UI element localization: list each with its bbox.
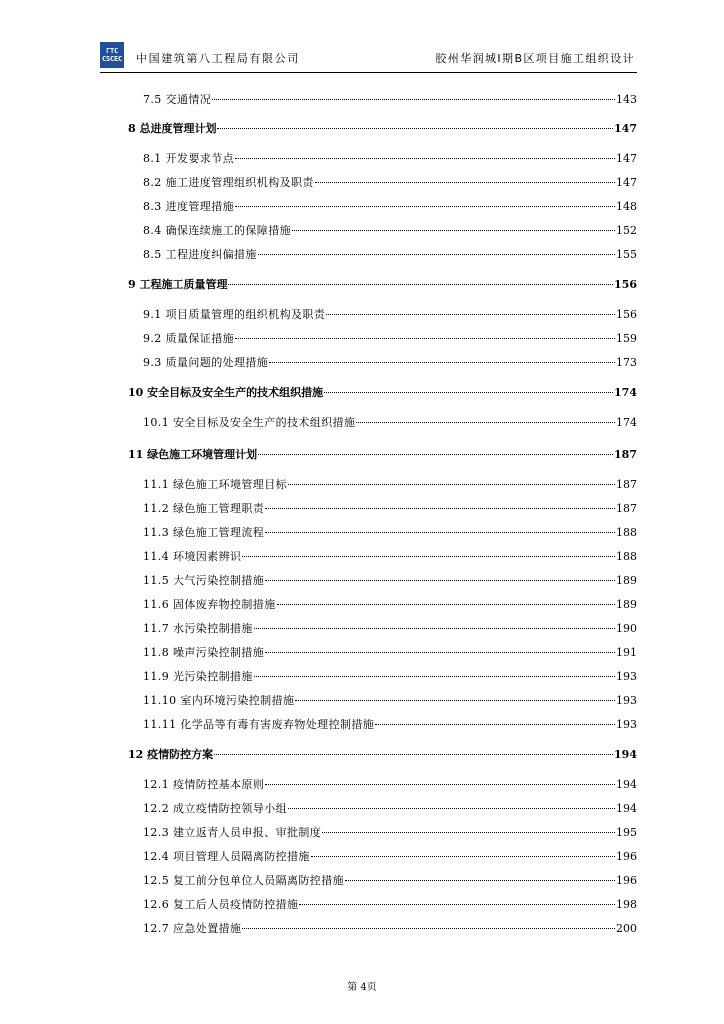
toc-entry-label: 12.6 复工后人员疫情防控措施 [143,898,299,911]
toc-entry-label: 11.1 绿色施工环境管理目标 [143,478,287,491]
toc-dot-leader [288,484,615,485]
toc-dot-leader [254,676,615,677]
toc-dot-leader [299,904,615,905]
toc-subsection-entry[interactable] [143,150,637,166]
toc-entry-label: 11.9 光污染控制措施 [143,670,253,683]
toc-entry-page: 193 [616,694,637,707]
toc-entry-label: 12 疫情防控方案 [128,748,214,761]
toc-dot-leader [235,206,615,207]
toc-entry-page: 155 [616,248,637,261]
toc-subsection-entry[interactable] [143,548,637,564]
toc-subsection-entry[interactable] [143,692,637,708]
toc-entry-page: 191 [616,646,637,659]
toc-entry-label: 11.3 绿色施工管理流程 [143,526,265,539]
toc-section-entry[interactable] [128,276,637,292]
toc-entry-label: 11.2 绿色施工管理职责 [143,502,265,515]
toc-entry-page: 189 [616,598,637,611]
toc-subsection-entry[interactable] [143,354,637,370]
toc-dot-leader [375,724,615,725]
toc-entry-label: 11.10 室内环境污染控制措施 [143,694,295,707]
toc-subsection-entry[interactable] [143,222,637,238]
toc-entry-page: 156 [616,308,637,321]
toc-subsection-entry[interactable] [143,174,637,190]
page-number: 第 4页 [347,982,377,993]
toc-subsection-entry[interactable] [143,920,637,936]
toc-subsection-entry[interactable] [143,476,637,492]
toc-subsection-entry[interactable] [143,800,637,816]
toc-entry-page: 194 [616,802,637,815]
toc-entry-label: 8.5 工程进度纠偏措施 [143,248,257,261]
toc-section-entry[interactable] [128,746,637,762]
toc-dot-leader [228,284,613,285]
toc-subsection-entry[interactable] [143,91,637,107]
toc-dot-leader [235,338,615,339]
toc-subsection-entry[interactable] [143,620,637,636]
toc-dot-leader [265,784,615,785]
toc-entry-page: 193 [616,718,637,731]
toc-entry-page: 174 [616,416,637,429]
toc-entry-label: 12.5 复工前分包单位人员隔离防控措施 [143,874,344,887]
toc-subsection-entry[interactable] [143,644,637,660]
toc-subsection-entry[interactable] [143,198,637,214]
toc-dot-leader [265,580,615,581]
toc-entry-label: 9 工程施工质量管理 [128,278,228,291]
toc-dot-leader [242,556,615,557]
toc-entry-label: 11 绿色施工环境管理计划 [128,448,258,461]
toc-subsection-entry[interactable] [143,776,637,792]
toc-subsection-entry[interactable] [143,716,637,732]
toc-entry-label: 11.4 环境因素辨识 [143,550,242,563]
toc-entry-label: 11.7 水污染控制措施 [143,622,253,635]
toc-dot-leader [311,856,615,857]
toc-subsection-entry[interactable] [143,848,637,864]
toc-entry-page: 187 [614,448,637,461]
toc-entry-page: 173 [616,356,637,369]
toc-dot-leader [288,808,615,809]
toc-dot-leader [324,392,613,393]
toc-entry-label: 10.1 安全目标及安全生产的技术组织措施 [143,416,356,429]
toc-dot-leader [258,254,615,255]
toc-entry-page: 196 [616,850,637,863]
toc-subsection-entry[interactable] [143,872,637,888]
toc-subsection-entry[interactable] [143,896,637,912]
toc-subsection-entry[interactable] [143,246,637,262]
toc-subsection-entry[interactable] [143,572,637,588]
toc-entry-label: 8.3 进度管理措施 [143,200,234,213]
toc-dot-leader [277,604,615,605]
toc-subsection-entry[interactable] [143,668,637,684]
toc-dot-leader [217,128,613,129]
toc-entry-label: 11.8 噪声污染控制措施 [143,646,265,659]
toc-entry-page: 174 [614,386,637,399]
toc-dot-leader [242,928,615,929]
toc-dot-leader [356,422,615,423]
toc-entry-label: 11.5 大气污染控制措施 [143,574,265,587]
toc-subsection-entry[interactable] [143,524,637,540]
toc-entry-label: 12.1 疫情防控基本原则 [143,778,265,791]
toc-dot-leader [269,362,615,363]
toc-entry-page: 190 [616,622,637,635]
toc-entry-page: 189 [616,574,637,587]
toc-entry-page: 152 [616,224,637,237]
toc-entry-label: 9.2 质量保证措施 [143,332,234,345]
toc-dot-leader [326,314,615,315]
toc-entry-page: 193 [616,670,637,683]
toc-entry-label: 12.2 成立疫情防控领导小组 [143,802,287,815]
toc-entry-label: 11.11 化学品等有毒有害废弃物处理控制措施 [143,718,375,731]
toc-dot-leader [265,652,615,653]
toc-dot-leader [322,832,615,833]
toc-entry-label: 10 安全目标及安全生产的技术组织措施 [128,386,324,399]
toc-entry-label: 12.3 建立返青人员申报、审批制度 [143,826,322,839]
toc-dot-leader [292,230,615,231]
toc-entry-page: 147 [614,122,637,135]
toc-entry-label: 12.7 应急处置措施 [143,922,242,935]
toc-entry-page: 194 [616,778,637,791]
toc-dot-leader [265,508,615,509]
toc-entry-page: 187 [616,502,637,515]
toc-dot-leader [258,454,613,455]
toc-dot-leader [212,99,615,100]
toc-section-entry[interactable] [128,446,637,462]
toc-entry-page: 195 [616,826,637,839]
toc-subsection-entry[interactable] [143,824,637,840]
toc-dot-leader [254,628,615,629]
logo-line-2: CSCEC [101,55,123,63]
toc-entry-page: 159 [616,332,637,345]
toc-entry-page: 194 [614,748,637,761]
toc-dot-leader [295,700,615,701]
toc-dot-leader [265,532,615,533]
toc-entry-page: 147 [616,152,637,165]
toc-entry-label: 11.6 固体废弃物控制措施 [143,598,276,611]
toc-entry-label: 12.4 项目管理人员隔离防控措施 [143,850,310,863]
toc-entry-page: 187 [616,478,637,491]
toc-section-entry[interactable] [128,384,637,400]
toc-entry-page: 148 [616,200,637,213]
toc-dot-leader [345,880,615,881]
toc-section-entry[interactable] [128,120,637,136]
project-title: 胶州华润城Ⅰ期B区项目施工组织设计 [435,52,635,65]
toc-entry-label: 7.5 交通情况 [143,93,212,106]
toc-subsection-entry[interactable] [143,306,637,322]
toc-dot-leader [235,158,615,159]
toc-entry-label: 8.2 施工进度管理组织机构及职责 [143,176,314,189]
toc-dot-leader [214,754,613,755]
toc-entry-page: 188 [616,526,637,539]
toc-entry-page: 143 [616,93,637,106]
toc-entry-label: 9.3 质量问题的处理措施 [143,356,269,369]
toc-entry-page: 196 [616,874,637,887]
toc-subsection-entry[interactable] [143,330,637,346]
toc-entry-page: 198 [616,898,637,911]
toc-entry-page: 156 [614,278,637,291]
toc-entry-label: 8 总进度管理计划 [128,122,217,135]
toc-subsection-entry[interactable] [143,596,637,612]
toc-subsection-entry[interactable] [143,414,637,430]
toc-subsection-entry[interactable] [143,500,637,516]
toc-dot-leader [315,182,615,183]
toc-entry-label: 8.1 开发要求节点 [143,152,234,165]
toc-entry-label: 8.4 确保连续施工的保障措施 [143,224,291,237]
toc-entry-label: 9.1 项目质量管理的组织机构及职责 [143,308,326,321]
company-name: 中国建筑第八工程局有限公司 [136,52,300,65]
toc-entry-page: 147 [616,176,637,189]
toc-entry-page: 200 [616,922,637,935]
logo-line-1: ГТС [105,47,119,55]
toc-entry-page: 188 [616,550,637,563]
